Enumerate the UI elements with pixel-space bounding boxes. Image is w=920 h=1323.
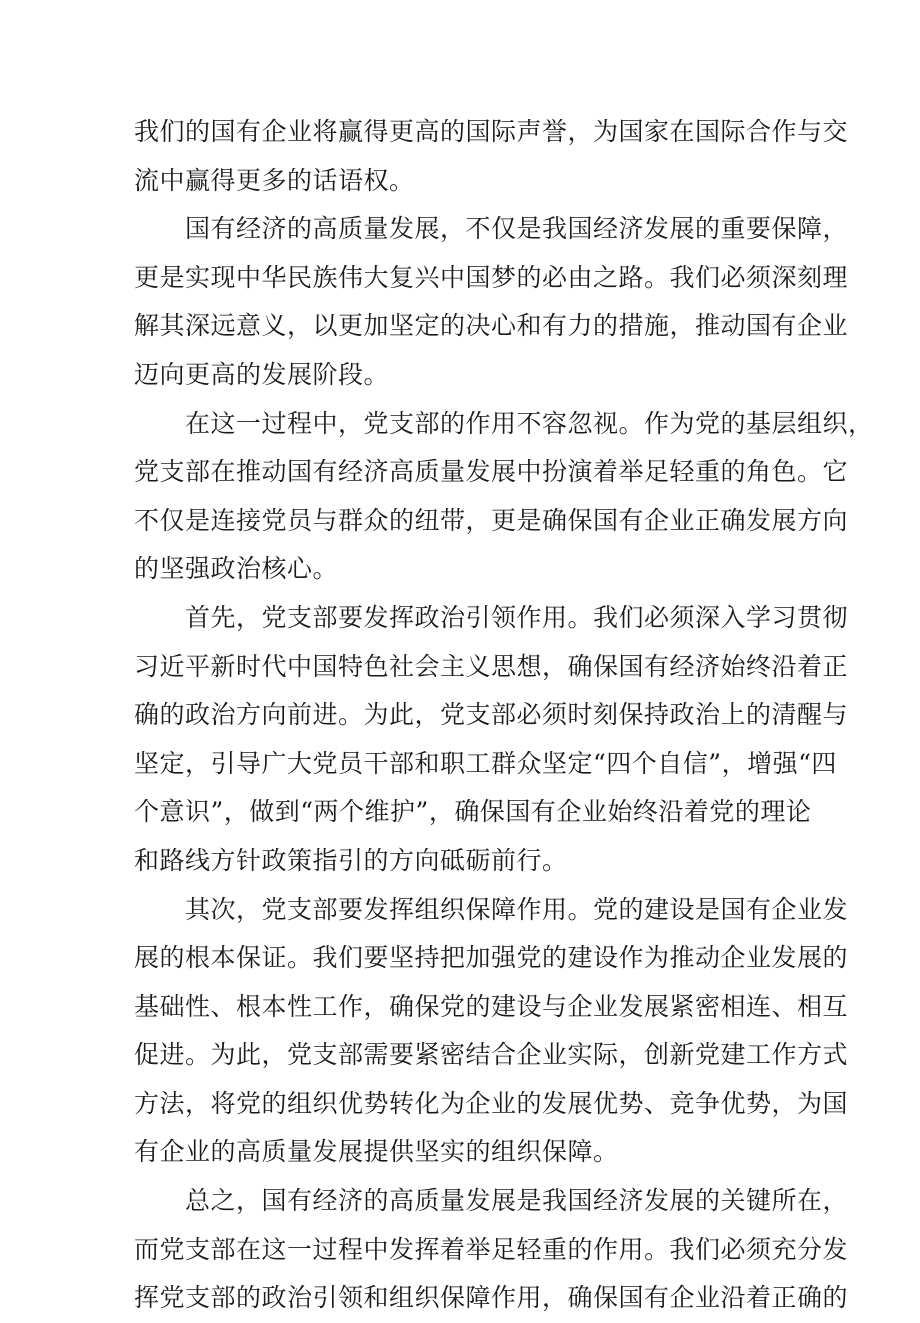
- text-line: 首先，党支部要发挥政治引领作用。我们必须深入学习贯彻: [134, 602, 849, 632]
- text-line: 流中赢得更多的话语权。: [134, 165, 415, 195]
- text-line: 有企业的高质量发展提供坚实的组织保障。: [134, 1137, 619, 1167]
- text-line: 国有经济的高质量发展，不仅是我国经济发展的重要保障，: [134, 214, 849, 244]
- text-line: 的坚强政治核心。: [134, 554, 339, 584]
- text-line: 总之，国有经济的高质量发展是我国经济发展的关键所在，: [134, 1186, 849, 1216]
- text-line: 而党支部在这一过程中发挥着举足轻重的作用。我们必须充分发: [134, 1234, 849, 1264]
- text-line: 个意识”，做到“两个维护”，确保国有企业始终沿着党的理论: [134, 797, 812, 827]
- text-line: 挥党支部的政治引领和组织保障作用，确保国有企业沿着正确的: [134, 1283, 849, 1313]
- text-line: 坚定，引导广大党员干部和职工群众坚定“四个自信”，增强“四: [134, 748, 837, 778]
- text-line: 促进。为此，党支部需要紧密结合企业实际，创新党建工作方式: [134, 1040, 849, 1070]
- text-line: 党支部在推动国有经济高质量发展中扮演着举足轻重的角色。它: [134, 457, 849, 487]
- text-line: 习近平新时代中国特色社会主义思想，确保国有经济始终沿着正: [134, 651, 849, 681]
- text-line: 更是实现中华民族伟大复兴中国梦的必由之路。我们必须深刻理: [134, 262, 849, 292]
- text-line: 在这一过程中，党支部的作用不容忽视。作为党的基层组织，: [134, 408, 874, 438]
- text-line: 迈向更高的发展阶段。: [134, 359, 390, 389]
- text-line: 方法，将党的组织优势转化为企业的发展优势、竞争优势，为国: [134, 1088, 849, 1118]
- text-line: 基础性、根本性工作，确保党的建设与企业发展紧密相连、相互: [134, 991, 849, 1021]
- text-line: 我们的国有企业将赢得更高的国际声誉，为国家在国际合作与交: [134, 117, 849, 146]
- text-line: 解其深远意义，以更加坚定的决心和有力的措施，推动国有企业: [134, 311, 849, 341]
- text-line: 和路线方针政策指引的方向砥砺前行。: [134, 845, 568, 875]
- text-line: 不仅是连接党员与群众的纽带，更是确保国有企业正确发展方向: [134, 505, 849, 535]
- paragraph: [134, 205, 849, 399]
- paragraph: [134, 108, 849, 205]
- text-line: 展的根本保证。我们要坚持把加强党的建设作为推动企业发展的: [134, 943, 849, 973]
- text-line: 确的政治方向前进。为此，党支部必须时刻保持政治上的清醒与: [134, 700, 849, 730]
- text-line: 其次，党支部要发挥组织保障作用。党的建设是国有企业发: [134, 894, 849, 924]
- paragraph: [134, 400, 874, 594]
- paragraph: [134, 594, 849, 886]
- document-body: [134, 108, 874, 1323]
- paragraph: [134, 886, 849, 1178]
